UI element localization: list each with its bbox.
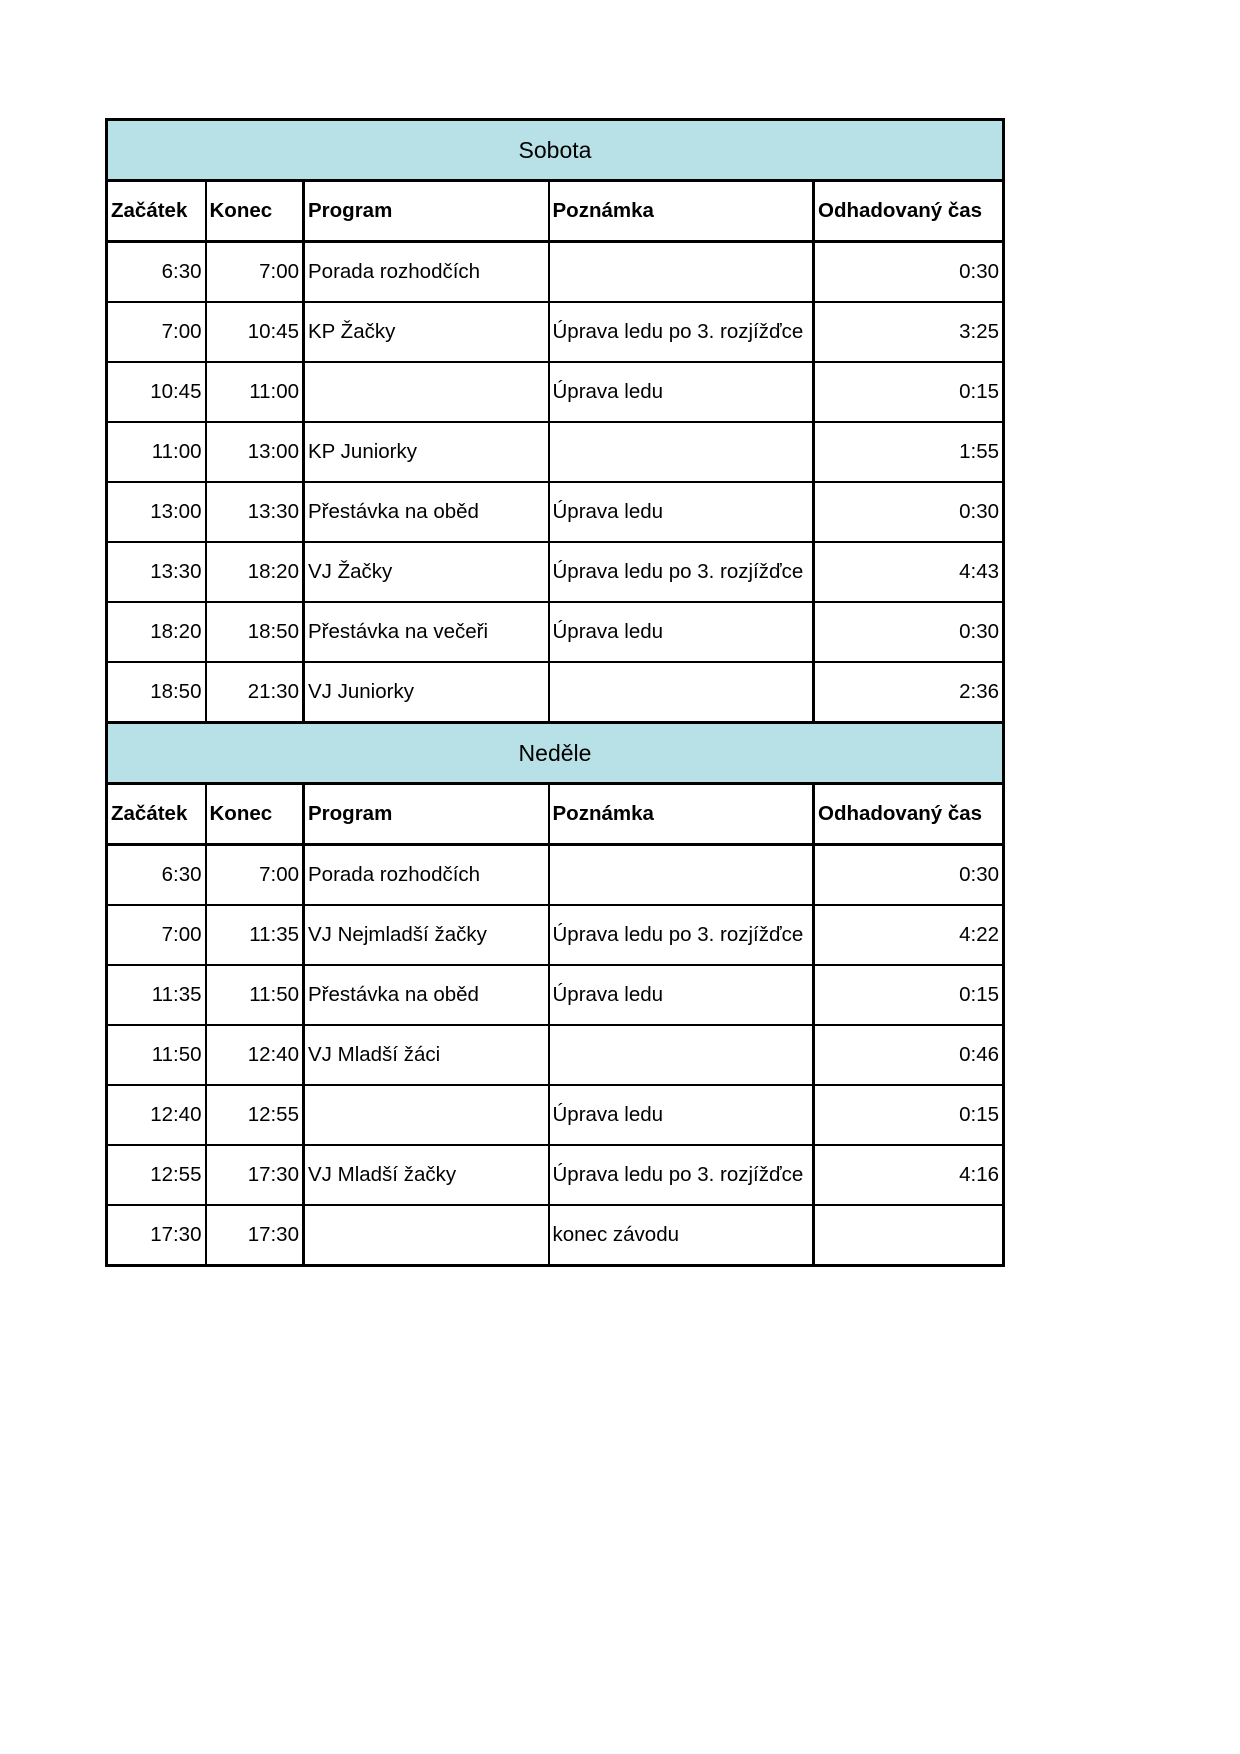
program-cell: VJ Nejmladší žačky	[304, 905, 549, 965]
start-cell: 10:45	[107, 362, 206, 422]
end-cell: 7:00	[206, 242, 304, 303]
program-cell	[304, 1205, 549, 1266]
schedule-table	[105, 118, 1005, 1267]
start-cell: 18:50	[107, 662, 206, 723]
duration-cell: 1:55	[814, 422, 1004, 482]
end-cell: 21:30	[206, 662, 304, 723]
duration-cell: 4:43	[814, 542, 1004, 602]
duration-cell: 0:30	[814, 242, 1004, 303]
note-cell: Úprava ledu	[549, 965, 814, 1025]
program-cell: VJ Juniorky	[304, 662, 549, 723]
table-row	[107, 965, 1004, 1025]
duration-cell: 0:15	[814, 1085, 1004, 1145]
table-row	[107, 362, 1004, 422]
column-header-end: Konec	[206, 181, 304, 242]
table-row	[107, 482, 1004, 542]
day-title: Neděle	[107, 723, 1004, 784]
table-row	[107, 602, 1004, 662]
start-cell: 12:40	[107, 1085, 206, 1145]
note-cell: Úprava ledu po 3. rozjížďce	[549, 1145, 814, 1205]
table-row	[107, 422, 1004, 482]
start-cell: 11:35	[107, 965, 206, 1025]
note-cell	[549, 1025, 814, 1085]
note-cell: Úprava ledu	[549, 362, 814, 422]
table-row	[107, 242, 1004, 303]
note-cell	[549, 845, 814, 906]
end-cell: 10:45	[206, 302, 304, 362]
note-cell: Úprava ledu	[549, 1085, 814, 1145]
program-cell: Přestávka na večeři	[304, 602, 549, 662]
start-cell: 7:00	[107, 302, 206, 362]
program-cell: VJ Žačky	[304, 542, 549, 602]
duration-cell: 0:30	[814, 482, 1004, 542]
duration-cell	[814, 1205, 1004, 1266]
end-cell: 18:50	[206, 602, 304, 662]
day-header-row	[107, 120, 1004, 181]
column-header-note: Poznámka	[549, 784, 814, 845]
schedule-body	[107, 120, 1004, 1266]
column-header-program: Program	[304, 181, 549, 242]
program-cell: KP Žačky	[304, 302, 549, 362]
end-cell: 13:00	[206, 422, 304, 482]
program-cell: Přestávka na oběd	[304, 965, 549, 1025]
column-header-note: Poznámka	[549, 181, 814, 242]
table-row	[107, 905, 1004, 965]
table-row	[107, 845, 1004, 906]
end-cell: 17:30	[206, 1145, 304, 1205]
duration-cell: 3:25	[814, 302, 1004, 362]
column-header-end: Konec	[206, 784, 304, 845]
start-cell: 18:20	[107, 602, 206, 662]
duration-cell: 0:15	[814, 965, 1004, 1025]
start-cell: 6:30	[107, 845, 206, 906]
table-row	[107, 1205, 1004, 1266]
table-row	[107, 1085, 1004, 1145]
column-header-duration: Odhadovaný čas	[814, 181, 1004, 242]
table-row	[107, 1025, 1004, 1085]
table-row	[107, 662, 1004, 723]
end-cell: 13:30	[206, 482, 304, 542]
program-cell: KP Juniorky	[304, 422, 549, 482]
end-cell: 18:20	[206, 542, 304, 602]
end-cell: 17:30	[206, 1205, 304, 1266]
end-cell: 12:40	[206, 1025, 304, 1085]
duration-cell: 2:36	[814, 662, 1004, 723]
start-cell: 13:00	[107, 482, 206, 542]
note-cell: Úprava ledu	[549, 602, 814, 662]
program-cell: VJ Mladší žáci	[304, 1025, 549, 1085]
note-cell: konec závodu	[549, 1205, 814, 1266]
program-cell: Porada rozhodčích	[304, 845, 549, 906]
start-cell: 13:30	[107, 542, 206, 602]
end-cell: 7:00	[206, 845, 304, 906]
note-cell: Úprava ledu po 3. rozjížďce	[549, 905, 814, 965]
program-cell	[304, 362, 549, 422]
end-cell: 11:35	[206, 905, 304, 965]
start-cell: 17:30	[107, 1205, 206, 1266]
start-cell: 7:00	[107, 905, 206, 965]
duration-cell: 4:22	[814, 905, 1004, 965]
end-cell: 11:50	[206, 965, 304, 1025]
duration-cell: 0:30	[814, 845, 1004, 906]
note-cell: Úprava ledu po 3. rozjížďce	[549, 542, 814, 602]
day-title: Sobota	[107, 120, 1004, 181]
column-header-duration: Odhadovaný čas	[814, 784, 1004, 845]
duration-cell: 0:30	[814, 602, 1004, 662]
note-cell: Úprava ledu po 3. rozjížďce	[549, 302, 814, 362]
note-cell: Úprava ledu	[549, 482, 814, 542]
duration-cell: 0:15	[814, 362, 1004, 422]
start-cell: 11:50	[107, 1025, 206, 1085]
end-cell: 12:55	[206, 1085, 304, 1145]
column-header-row	[107, 181, 1004, 242]
start-cell: 11:00	[107, 422, 206, 482]
start-cell: 6:30	[107, 242, 206, 303]
table-row	[107, 542, 1004, 602]
column-header-row	[107, 784, 1004, 845]
table-row	[107, 1145, 1004, 1205]
column-header-start: Začátek	[107, 181, 206, 242]
program-cell: VJ Mladší žačky	[304, 1145, 549, 1205]
program-cell: Přestávka na oběd	[304, 482, 549, 542]
duration-cell: 0:46	[814, 1025, 1004, 1085]
note-cell	[549, 662, 814, 723]
day-header-row	[107, 723, 1004, 784]
column-header-start: Začátek	[107, 784, 206, 845]
column-header-program: Program	[304, 784, 549, 845]
duration-cell: 4:16	[814, 1145, 1004, 1205]
note-cell	[549, 242, 814, 303]
note-cell	[549, 422, 814, 482]
end-cell: 11:00	[206, 362, 304, 422]
program-cell: Porada rozhodčích	[304, 242, 549, 303]
start-cell: 12:55	[107, 1145, 206, 1205]
table-row	[107, 302, 1004, 362]
program-cell	[304, 1085, 549, 1145]
